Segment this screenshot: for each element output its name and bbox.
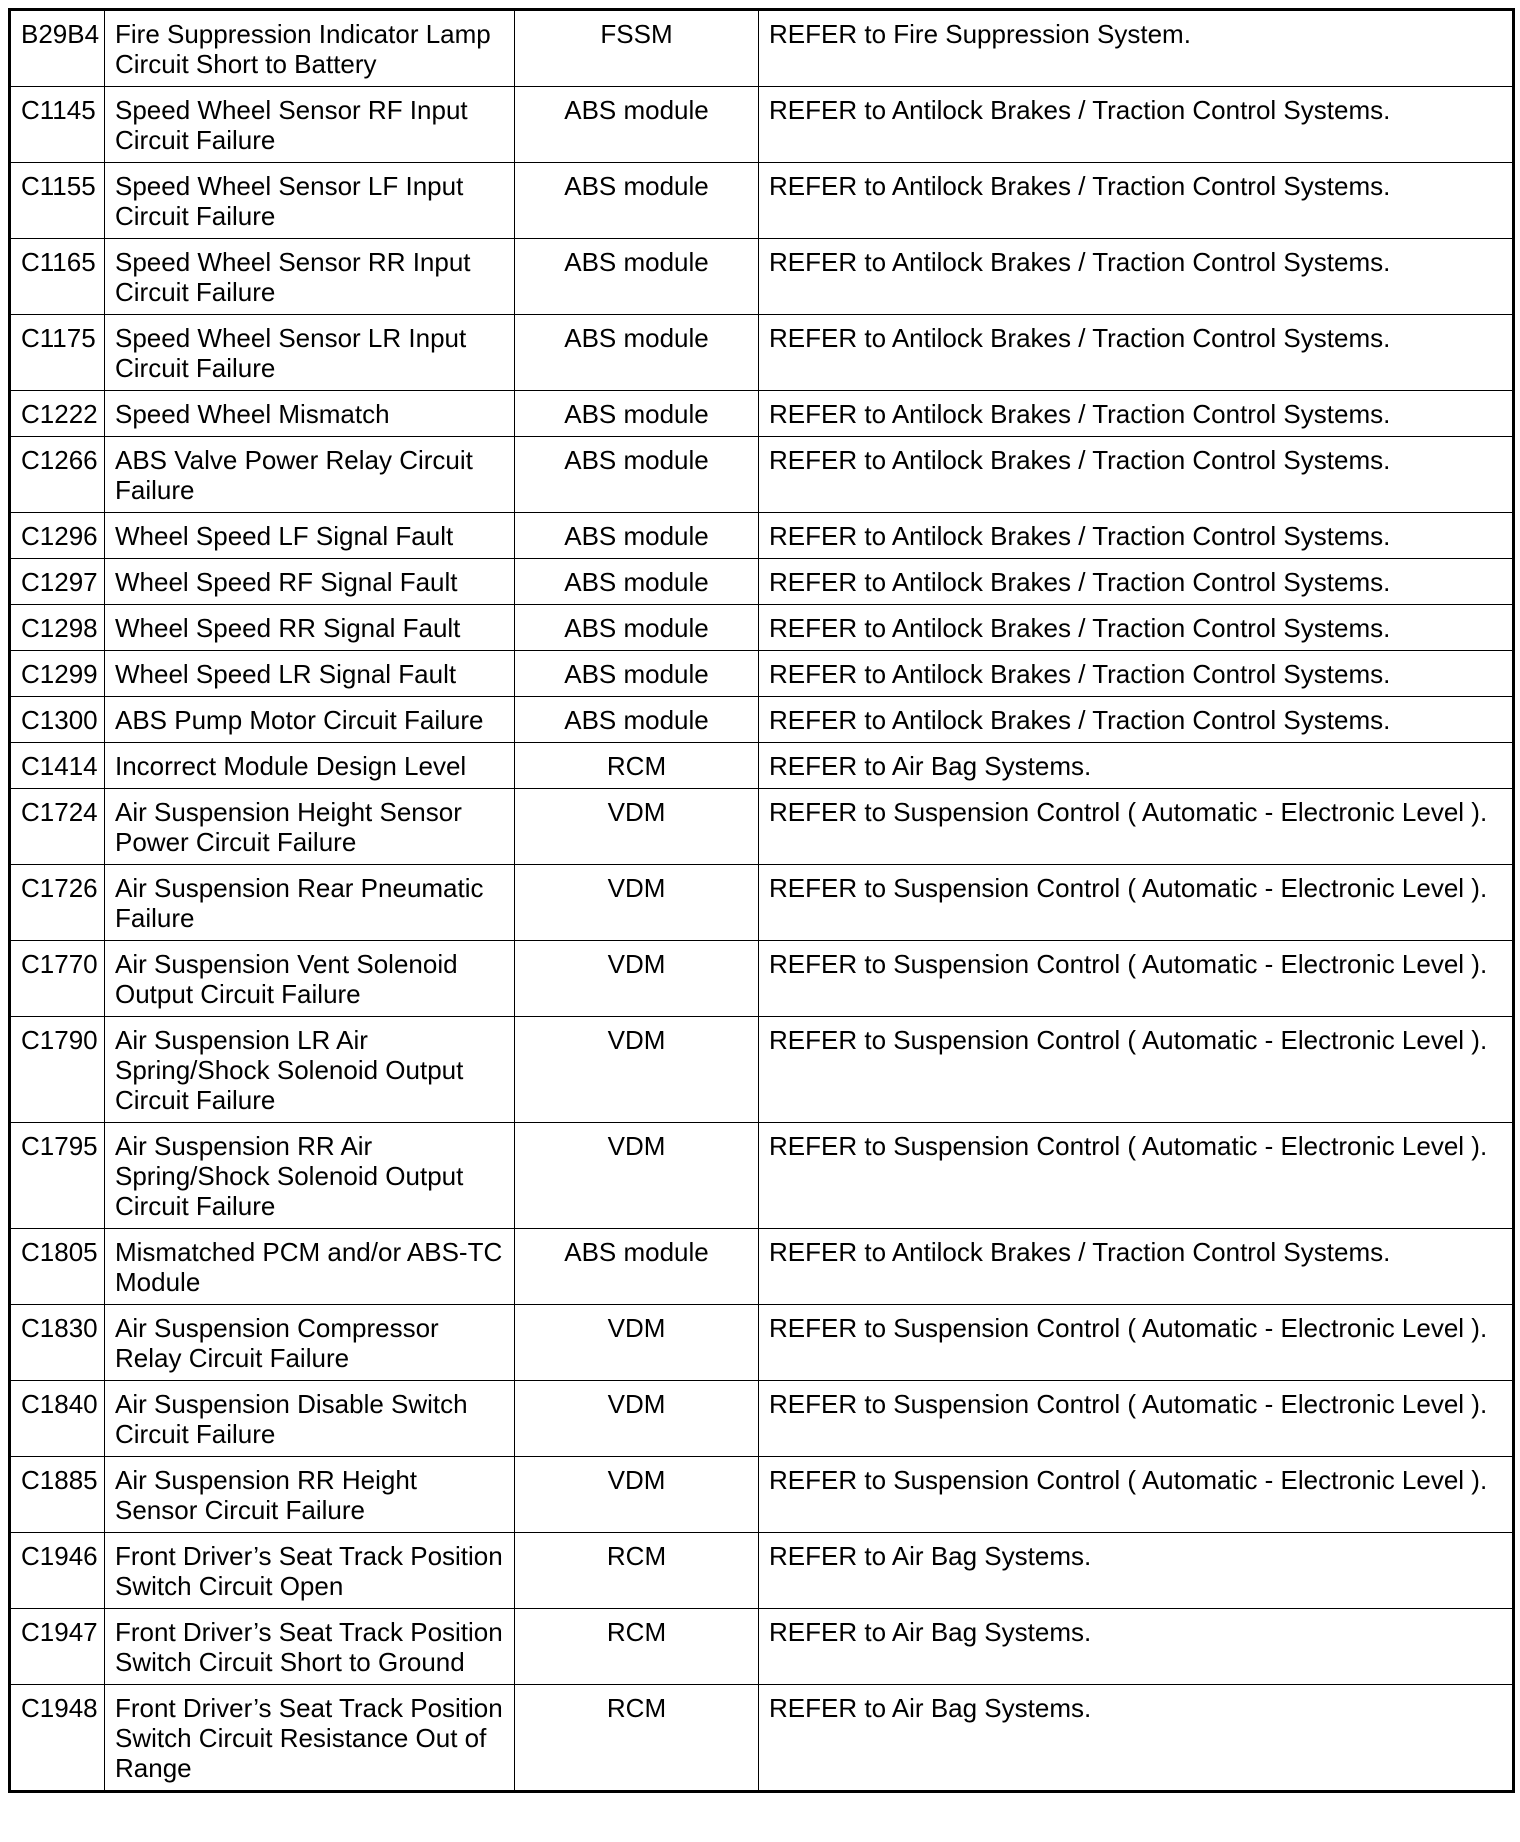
dtc-description: Speed Wheel Mismatch [105,391,515,437]
table-row [10,743,1514,789]
dtc-action: REFER to Suspension Control ( Automatic - Electronic Level ). [759,1123,1514,1229]
table-row [10,1457,1514,1533]
dtc-description: Wheel Speed RF Signal Fault [105,559,515,605]
table-row [10,1381,1514,1457]
dtc-code: C1840 [10,1381,105,1457]
dtc-description: Speed Wheel Sensor LR Input Circuit Failure [105,315,515,391]
table-row [10,605,1514,651]
table-row [10,559,1514,605]
dtc-action: REFER to Suspension Control ( Automatic - Electronic Level ). [759,941,1514,1017]
dtc-action: REFER to Antilock Brakes / Traction Control Systems. [759,605,1514,651]
dtc-action: REFER to Antilock Brakes / Traction Control Systems. [759,651,1514,697]
dtc-code: C1175 [10,315,105,391]
dtc-description: Air Suspension Disable Switch Circuit Failure [105,1381,515,1457]
dtc-description: Front Driver’s Seat Track Position Switch Circuit Resistance Out of Range [105,1685,515,1792]
dtc-code: C1299 [10,651,105,697]
dtc-module: ABS module [515,87,759,163]
dtc-code: C1165 [10,239,105,315]
dtc-description: Front Driver’s Seat Track Position Switch Circuit Short to Ground [105,1609,515,1685]
dtc-module: ABS module [515,391,759,437]
dtc-description: Mismatched PCM and/or ABS-TC Module [105,1229,515,1305]
dtc-description: Air Suspension Rear Pneumatic Failure [105,865,515,941]
dtc-module: RCM [515,743,759,789]
dtc-code: C1790 [10,1017,105,1123]
dtc-code: C1145 [10,87,105,163]
dtc-code: C1155 [10,163,105,239]
dtc-module: ABS module [515,315,759,391]
dtc-table [8,8,1515,1793]
dtc-code: C1300 [10,697,105,743]
dtc-action: REFER to Antilock Brakes / Traction Control Systems. [759,513,1514,559]
dtc-module: VDM [515,1305,759,1381]
table-row [10,789,1514,865]
dtc-table-body [10,10,1514,1792]
dtc-code: C1297 [10,559,105,605]
table-row [10,1017,1514,1123]
dtc-module: ABS module [515,605,759,651]
dtc-code: C1724 [10,789,105,865]
table-row [10,239,1514,315]
table-row [10,391,1514,437]
dtc-action: REFER to Antilock Brakes / Traction Control Systems. [759,163,1514,239]
dtc-action: REFER to Suspension Control ( Automatic - Electronic Level ). [759,789,1514,865]
dtc-module: VDM [515,789,759,865]
dtc-module: ABS module [515,239,759,315]
table-row [10,10,1514,87]
dtc-module: ABS module [515,697,759,743]
dtc-code: C1296 [10,513,105,559]
dtc-description: Air Suspension RR Height Sensor Circuit Failure [105,1457,515,1533]
dtc-description: Speed Wheel Sensor RF Input Circuit Failure [105,87,515,163]
dtc-module: ABS module [515,651,759,697]
dtc-action: REFER to Antilock Brakes / Traction Control Systems. [759,239,1514,315]
dtc-code: C1948 [10,1685,105,1792]
dtc-module: VDM [515,941,759,1017]
dtc-module: VDM [515,1381,759,1457]
dtc-module: VDM [515,1457,759,1533]
table-row [10,651,1514,697]
dtc-code: C1795 [10,1123,105,1229]
dtc-code: C1805 [10,1229,105,1305]
dtc-action: REFER to Air Bag Systems. [759,1533,1514,1609]
dtc-module: VDM [515,865,759,941]
table-row [10,315,1514,391]
dtc-action: REFER to Antilock Brakes / Traction Control Systems. [759,437,1514,513]
table-row [10,163,1514,239]
dtc-module: ABS module [515,437,759,513]
dtc-description: Front Driver’s Seat Track Position Switch Circuit Open [105,1533,515,1609]
dtc-action: REFER to Air Bag Systems. [759,743,1514,789]
dtc-module: FSSM [515,10,759,87]
table-row [10,1123,1514,1229]
dtc-code: B29B4 [10,10,105,87]
table-row [10,513,1514,559]
dtc-code: C1726 [10,865,105,941]
dtc-action: REFER to Suspension Control ( Automatic - Electronic Level ). [759,1381,1514,1457]
dtc-action: REFER to Air Bag Systems. [759,1609,1514,1685]
dtc-module: ABS module [515,163,759,239]
table-row [10,865,1514,941]
table-row [10,697,1514,743]
table-row [10,941,1514,1017]
dtc-module: VDM [515,1123,759,1229]
dtc-action: REFER to Suspension Control ( Automatic - Electronic Level ). [759,1457,1514,1533]
dtc-action: REFER to Antilock Brakes / Traction Control Systems. [759,391,1514,437]
dtc-action: REFER to Suspension Control ( Automatic - Electronic Level ). [759,1305,1514,1381]
dtc-description: ABS Pump Motor Circuit Failure [105,697,515,743]
table-row [10,1685,1514,1792]
table-row [10,1229,1514,1305]
table-row [10,1305,1514,1381]
dtc-description: Incorrect Module Design Level [105,743,515,789]
dtc-description: Wheel Speed RR Signal Fault [105,605,515,651]
dtc-action: REFER to Air Bag Systems. [759,1685,1514,1792]
dtc-action: REFER to Antilock Brakes / Traction Control Systems. [759,1229,1514,1305]
dtc-description: Air Suspension RR Air Spring/Shock Solenoid Output Circuit Failure [105,1123,515,1229]
dtc-description: Wheel Speed LF Signal Fault [105,513,515,559]
dtc-code: C1885 [10,1457,105,1533]
dtc-code: C1266 [10,437,105,513]
dtc-module: VDM [515,1017,759,1123]
dtc-code: C1946 [10,1533,105,1609]
dtc-module: ABS module [515,559,759,605]
dtc-description: Air Suspension Compressor Relay Circuit Failure [105,1305,515,1381]
table-row [10,1609,1514,1685]
dtc-code: C1222 [10,391,105,437]
dtc-description: Air Suspension Height Sensor Power Circuit Failure [105,789,515,865]
dtc-code: C1947 [10,1609,105,1685]
dtc-action: REFER to Suspension Control ( Automatic - Electronic Level ). [759,865,1514,941]
dtc-description: Speed Wheel Sensor LF Input Circuit Failure [105,163,515,239]
dtc-module: ABS module [515,1229,759,1305]
dtc-module: RCM [515,1609,759,1685]
dtc-description: Wheel Speed LR Signal Fault [105,651,515,697]
dtc-code: C1770 [10,941,105,1017]
table-row [10,437,1514,513]
dtc-action: REFER to Suspension Control ( Automatic - Electronic Level ). [759,1017,1514,1123]
dtc-description: Speed Wheel Sensor RR Input Circuit Failure [105,239,515,315]
dtc-action: REFER to Antilock Brakes / Traction Control Systems. [759,87,1514,163]
dtc-description: ABS Valve Power Relay Circuit Failure [105,437,515,513]
dtc-description: Air Suspension Vent Solenoid Output Circuit Failure [105,941,515,1017]
dtc-code: C1830 [10,1305,105,1381]
dtc-description: Air Suspension LR Air Spring/Shock Solenoid Output Circuit Failure [105,1017,515,1123]
dtc-code: C1414 [10,743,105,789]
dtc-action: REFER to Antilock Brakes / Traction Control Systems. [759,315,1514,391]
dtc-module: ABS module [515,513,759,559]
dtc-action: REFER to Antilock Brakes / Traction Control Systems. [759,697,1514,743]
dtc-description: Fire Suppression Indicator Lamp Circuit Short to Battery [105,10,515,87]
dtc-action: REFER to Antilock Brakes / Traction Control Systems. [759,559,1514,605]
table-row [10,87,1514,163]
dtc-code: C1298 [10,605,105,651]
dtc-action: REFER to Fire Suppression System. [759,10,1514,87]
dtc-module: RCM [515,1685,759,1792]
table-row [10,1533,1514,1609]
dtc-module: RCM [515,1533,759,1609]
